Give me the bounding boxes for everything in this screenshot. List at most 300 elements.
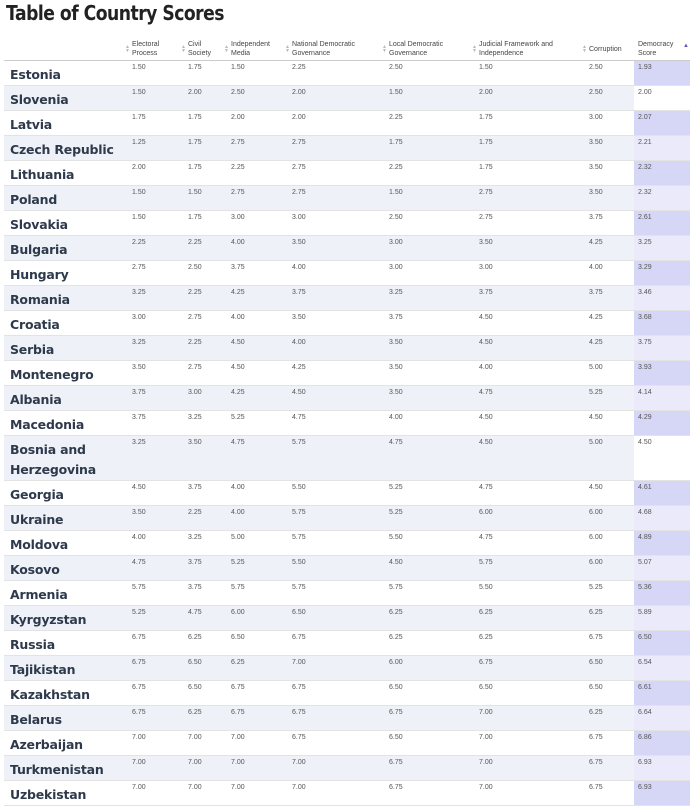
table-row — [4, 436, 690, 481]
score-cell-independent-media: 2.75 — [227, 136, 288, 161]
score-cell-national-democratic-governance: 5.75 — [288, 506, 385, 531]
score-cell-electoral-process: 4.75 — [128, 556, 184, 581]
democracy-score-cell: 3.68 — [634, 311, 690, 336]
header-row — [4, 38, 690, 61]
country-name-cell: Slovenia — [4, 86, 128, 111]
score-cell-national-democratic-governance: 2.00 — [288, 111, 385, 136]
country-name-cell: Romania — [4, 286, 128, 311]
score-cell-electoral-process: 6.75 — [128, 681, 184, 706]
column-header-label: Electoral Process — [132, 41, 160, 57]
table-row — [4, 211, 690, 236]
table-row — [4, 61, 690, 86]
score-cell-local-democratic-governance: 3.75 — [385, 311, 475, 336]
score-cell-national-democratic-governance: 4.25 — [288, 361, 385, 386]
table-row — [4, 136, 690, 161]
sort-icon: ▲ ▼ — [382, 44, 387, 54]
score-cell-electoral-process: 3.75 — [128, 386, 184, 411]
score-cell-judicial-framework-and-independence: 6.50 — [475, 681, 585, 706]
table-row — [4, 411, 690, 436]
score-cell-judicial-framework-and-independence: 4.50 — [475, 436, 585, 481]
score-cell-local-democratic-governance: 1.50 — [385, 186, 475, 211]
score-cell-electoral-process: 4.00 — [128, 531, 184, 556]
democracy-score-cell: 1.93 — [634, 61, 690, 86]
score-cell-national-democratic-governance: 6.50 — [288, 606, 385, 631]
country-name-cell: Moldova — [4, 531, 128, 556]
column-header-corruption[interactable] — [582, 38, 634, 61]
score-cell-national-democratic-governance: 7.00 — [288, 656, 385, 681]
score-cell-national-democratic-governance: 6.75 — [288, 706, 385, 731]
score-cell-civil-society: 3.25 — [184, 411, 227, 436]
score-cell-electoral-process: 1.75 — [128, 111, 184, 136]
score-cell-corruption: 6.75 — [585, 731, 634, 756]
score-cell-local-democratic-governance: 2.25 — [385, 111, 475, 136]
score-cell-civil-society: 7.00 — [184, 756, 227, 781]
page-title: Table of Country Scores — [6, 1, 225, 25]
score-cell-electoral-process: 1.50 — [128, 186, 184, 211]
score-cell-civil-society: 2.50 — [184, 261, 227, 286]
country-name-cell: Lithuania — [4, 161, 128, 186]
score-cell-civil-society: 2.25 — [184, 336, 227, 361]
score-cell-corruption: 6.25 — [585, 606, 634, 631]
score-cell-independent-media: 3.00 — [227, 211, 288, 236]
score-cell-corruption: 6.00 — [585, 531, 634, 556]
score-cell-national-democratic-governance: 2.25 — [288, 61, 385, 86]
country-name-cell: Russia — [4, 631, 128, 656]
democracy-score-cell: 4.61 — [634, 481, 690, 506]
sort-icon: ▲ ▼ — [582, 44, 587, 54]
democracy-score-cell: 4.89 — [634, 531, 690, 556]
score-cell-corruption: 4.25 — [585, 336, 634, 361]
score-cell-judicial-framework-and-independence: 4.50 — [475, 336, 585, 361]
score-cell-national-democratic-governance: 6.75 — [288, 681, 385, 706]
score-cell-local-democratic-governance: 6.75 — [385, 706, 475, 731]
table-row — [4, 186, 690, 211]
country-scores-table — [4, 38, 690, 806]
score-cell-national-democratic-governance: 3.00 — [288, 211, 385, 236]
score-cell-corruption: 3.50 — [585, 186, 634, 211]
table-row — [4, 731, 690, 756]
country-name-cell: Kosovo — [4, 556, 128, 581]
column-header-local-democratic-governance[interactable] — [382, 38, 475, 61]
score-cell-corruption: 2.50 — [585, 86, 634, 111]
column-header-civil-society[interactable] — [181, 38, 227, 61]
score-cell-local-democratic-governance: 3.50 — [385, 386, 475, 411]
country-name-cell: Poland — [4, 186, 128, 211]
country-name-cell: Tajikistan — [4, 656, 128, 681]
column-header-country — [4, 38, 128, 61]
democracy-score-cell: 2.21 — [634, 136, 690, 161]
score-cell-local-democratic-governance: 5.25 — [385, 506, 475, 531]
country-name-cell: Ukraine — [4, 506, 128, 531]
score-cell-judicial-framework-and-independence: 7.00 — [475, 706, 585, 731]
score-cell-national-democratic-governance: 3.75 — [288, 286, 385, 311]
column-header-label: Corruption — [589, 45, 622, 53]
score-cell-civil-society: 6.50 — [184, 656, 227, 681]
table-row — [4, 386, 690, 411]
score-cell-corruption: 6.75 — [585, 781, 634, 806]
democracy-score-cell: 5.89 — [634, 606, 690, 631]
sort-icon: ▲ ▼ — [224, 44, 229, 54]
score-cell-electoral-process: 1.25 — [128, 136, 184, 161]
score-cell-independent-media: 4.75 — [227, 436, 288, 481]
column-header-label: Independent Media — [231, 41, 270, 57]
score-cell-electoral-process: 3.00 — [128, 311, 184, 336]
score-cell-local-democratic-governance: 2.50 — [385, 61, 475, 86]
score-cell-independent-media: 2.75 — [227, 186, 288, 211]
score-cell-electoral-process: 3.25 — [128, 336, 184, 361]
country-name-cell: Azerbaijan — [4, 731, 128, 756]
score-cell-corruption: 3.75 — [585, 211, 634, 236]
score-cell-judicial-framework-and-independence: 6.25 — [475, 631, 585, 656]
score-cell-judicial-framework-and-independence: 7.00 — [475, 756, 585, 781]
score-cell-national-democratic-governance: 3.50 — [288, 236, 385, 261]
score-cell-independent-media: 5.00 — [227, 531, 288, 556]
score-cell-local-democratic-governance: 6.00 — [385, 656, 475, 681]
column-header-label: Democracy Score — [638, 41, 674, 57]
score-cell-independent-media: 7.00 — [227, 756, 288, 781]
score-cell-electoral-process: 3.50 — [128, 361, 184, 386]
table-row — [4, 481, 690, 506]
country-name-cell: Slovakia — [4, 211, 128, 236]
column-header-label: Local Democratic Governance — [389, 41, 444, 57]
column-header-independent-media[interactable] — [224, 38, 288, 61]
country-name-cell: Bosnia and Herzegovina — [4, 436, 128, 481]
score-cell-local-democratic-governance: 1.50 — [385, 86, 475, 111]
democracy-score-cell: 4.29 — [634, 411, 690, 436]
score-cell-judicial-framework-and-independence: 6.00 — [475, 506, 585, 531]
score-cell-national-democratic-governance: 2.00 — [288, 86, 385, 111]
table-row — [4, 556, 690, 581]
score-cell-electoral-process: 3.50 — [128, 506, 184, 531]
democracy-score-cell: 4.50 — [634, 436, 690, 481]
table-row — [4, 581, 690, 606]
column-header-label: National Democratic Governance — [292, 41, 356, 57]
table-row — [4, 361, 690, 386]
democracy-score-cell: 3.75 — [634, 336, 690, 361]
score-cell-corruption: 6.50 — [585, 656, 634, 681]
score-cell-electoral-process: 5.75 — [128, 581, 184, 606]
score-cell-electoral-process: 7.00 — [128, 756, 184, 781]
score-cell-civil-society: 3.75 — [184, 556, 227, 581]
score-cell-electoral-process: 6.75 — [128, 706, 184, 731]
score-cell-judicial-framework-and-independence: 4.75 — [475, 386, 585, 411]
score-cell-national-democratic-governance: 5.75 — [288, 436, 385, 481]
democracy-score-cell: 5.07 — [634, 556, 690, 581]
score-cell-corruption: 4.50 — [585, 481, 634, 506]
score-cell-civil-society: 3.25 — [184, 531, 227, 556]
score-cell-corruption: 4.25 — [585, 236, 634, 261]
column-header-electoral-process[interactable] — [125, 38, 184, 61]
table-row — [4, 111, 690, 136]
table-body — [4, 61, 690, 806]
score-cell-corruption: 3.50 — [585, 136, 634, 161]
score-cell-civil-society: 1.75 — [184, 161, 227, 186]
score-cell-independent-media: 1.50 — [227, 61, 288, 86]
score-cell-electoral-process: 5.25 — [128, 606, 184, 631]
democracy-score-cell: 2.00 — [634, 86, 690, 111]
democracy-score-cell: 6.54 — [634, 656, 690, 681]
score-cell-independent-media: 4.00 — [227, 311, 288, 336]
score-cell-electoral-process: 7.00 — [128, 731, 184, 756]
score-cell-judicial-framework-and-independence: 4.50 — [475, 311, 585, 336]
score-cell-national-democratic-governance: 2.75 — [288, 161, 385, 186]
score-cell-electoral-process: 3.25 — [128, 436, 184, 481]
score-cell-national-democratic-governance: 6.75 — [288, 631, 385, 656]
score-cell-national-democratic-governance: 2.75 — [288, 186, 385, 211]
score-cell-national-democratic-governance: 5.50 — [288, 481, 385, 506]
column-header-judicial-framework-and-independence[interactable] — [472, 38, 585, 61]
score-cell-local-democratic-governance: 6.50 — [385, 731, 475, 756]
score-cell-judicial-framework-and-independence: 7.00 — [475, 731, 585, 756]
country-name-cell: Macedonia — [4, 411, 128, 436]
table-row — [4, 781, 690, 806]
score-cell-civil-society: 7.00 — [184, 781, 227, 806]
score-cell-national-democratic-governance: 7.00 — [288, 781, 385, 806]
score-cell-electoral-process: 6.75 — [128, 656, 184, 681]
score-cell-civil-society: 1.50 — [184, 186, 227, 211]
table-row — [4, 506, 690, 531]
score-cell-civil-society: 2.25 — [184, 286, 227, 311]
score-cell-electoral-process: 2.25 — [128, 236, 184, 261]
democracy-score-cell: 4.14 — [634, 386, 690, 411]
column-header-label: Judicial Framework and Independence — [479, 41, 553, 57]
column-header-label: Civil Society — [188, 41, 211, 57]
country-name-cell: Belarus — [4, 706, 128, 731]
column-header-national-democratic-governance[interactable] — [285, 38, 385, 61]
score-cell-judicial-framework-and-independence: 4.75 — [475, 531, 585, 556]
score-cell-independent-media: 2.25 — [227, 161, 288, 186]
score-cell-national-democratic-governance: 4.00 — [288, 261, 385, 286]
score-cell-local-democratic-governance: 2.50 — [385, 211, 475, 236]
table-row — [4, 656, 690, 681]
table-row — [4, 606, 690, 631]
score-cell-corruption: 3.75 — [585, 286, 634, 311]
score-cell-electoral-process: 1.50 — [128, 61, 184, 86]
score-cell-civil-society: 7.00 — [184, 731, 227, 756]
country-name-cell: Turkmenistan — [4, 756, 128, 781]
table-row — [4, 311, 690, 336]
score-cell-independent-media: 6.25 — [227, 656, 288, 681]
score-cell-local-democratic-governance: 4.00 — [385, 411, 475, 436]
score-cell-judicial-framework-and-independence: 5.50 — [475, 581, 585, 606]
score-cell-independent-media: 4.00 — [227, 481, 288, 506]
score-cell-national-democratic-governance: 6.75 — [288, 731, 385, 756]
country-name-cell: Estonia — [4, 61, 128, 86]
score-cell-judicial-framework-and-independence: 6.75 — [475, 656, 585, 681]
score-cell-independent-media: 5.25 — [227, 411, 288, 436]
score-cell-electoral-process: 2.75 — [128, 261, 184, 286]
score-cell-judicial-framework-and-independence: 4.75 — [475, 481, 585, 506]
democracy-score-cell: 6.93 — [634, 781, 690, 806]
score-cell-judicial-framework-and-independence: 1.75 — [475, 136, 585, 161]
country-name-cell: Bulgaria — [4, 236, 128, 261]
score-cell-civil-society: 4.75 — [184, 606, 227, 631]
score-cell-independent-media: 4.25 — [227, 286, 288, 311]
country-name-cell: Latvia — [4, 111, 128, 136]
score-cell-civil-society: 2.25 — [184, 236, 227, 261]
score-cell-corruption: 4.00 — [585, 261, 634, 286]
score-cell-electoral-process: 4.50 — [128, 481, 184, 506]
score-cell-corruption: 3.50 — [585, 161, 634, 186]
score-cell-independent-media: 6.75 — [227, 706, 288, 731]
democracy-score-cell: 6.61 — [634, 681, 690, 706]
score-cell-electoral-process: 7.00 — [128, 781, 184, 806]
democracy-score-cell: 2.07 — [634, 111, 690, 136]
country-name-cell: Croatia — [4, 311, 128, 336]
score-cell-electoral-process: 1.50 — [128, 86, 184, 111]
score-cell-civil-society: 2.00 — [184, 86, 227, 111]
sort-icon: ▲ ▼ — [472, 44, 477, 54]
score-cell-local-democratic-governance: 2.25 — [385, 161, 475, 186]
score-cell-judicial-framework-and-independence: 6.25 — [475, 606, 585, 631]
score-cell-corruption: 3.00 — [585, 111, 634, 136]
score-cell-national-democratic-governance: 7.00 — [288, 756, 385, 781]
score-cell-corruption: 6.75 — [585, 631, 634, 656]
score-cell-local-democratic-governance: 6.75 — [385, 781, 475, 806]
score-cell-independent-media: 5.25 — [227, 556, 288, 581]
score-cell-national-democratic-governance: 5.75 — [288, 531, 385, 556]
democracy-score-cell: 3.29 — [634, 261, 690, 286]
score-cell-national-democratic-governance: 4.75 — [288, 411, 385, 436]
score-cell-local-democratic-governance: 5.50 — [385, 531, 475, 556]
country-name-cell: Czech Republic — [4, 136, 128, 161]
score-cell-local-democratic-governance: 3.50 — [385, 336, 475, 361]
score-cell-local-democratic-governance: 6.50 — [385, 681, 475, 706]
score-cell-civil-society: 1.75 — [184, 111, 227, 136]
score-cell-independent-media: 6.50 — [227, 631, 288, 656]
country-name-cell: Albania — [4, 386, 128, 411]
score-cell-national-democratic-governance: 3.50 — [288, 311, 385, 336]
score-cell-civil-society: 1.75 — [184, 136, 227, 161]
score-cell-electoral-process: 1.50 — [128, 211, 184, 236]
score-cell-local-democratic-governance: 6.75 — [385, 756, 475, 781]
democracy-score-cell: 6.93 — [634, 756, 690, 781]
score-cell-judicial-framework-and-independence: 3.50 — [475, 236, 585, 261]
score-cell-local-democratic-governance: 3.25 — [385, 286, 475, 311]
democracy-score-cell: 5.36 — [634, 581, 690, 606]
score-cell-corruption: 6.75 — [585, 756, 634, 781]
score-cell-independent-media: 4.50 — [227, 336, 288, 361]
table-row — [4, 706, 690, 731]
table-row — [4, 236, 690, 261]
score-cell-electoral-process: 3.25 — [128, 286, 184, 311]
score-cell-independent-media: 5.75 — [227, 581, 288, 606]
score-cell-judicial-framework-and-independence: 1.75 — [475, 111, 585, 136]
score-cell-national-democratic-governance: 5.50 — [288, 556, 385, 581]
score-cell-civil-society: 3.75 — [184, 481, 227, 506]
score-cell-corruption: 6.25 — [585, 706, 634, 731]
table-row — [4, 86, 690, 111]
table-row — [4, 756, 690, 781]
country-name-cell: Georgia — [4, 481, 128, 506]
democracy-score-cell: 4.68 — [634, 506, 690, 531]
score-cell-national-democratic-governance: 4.00 — [288, 336, 385, 361]
table-row — [4, 531, 690, 556]
score-cell-corruption: 4.25 — [585, 311, 634, 336]
score-cell-independent-media: 4.00 — [227, 236, 288, 261]
sort-icon: ▲ ▼ — [181, 44, 186, 54]
score-cell-corruption: 6.00 — [585, 556, 634, 581]
score-cell-local-democratic-governance: 4.50 — [385, 556, 475, 581]
score-cell-civil-society: 2.75 — [184, 361, 227, 386]
score-cell-local-democratic-governance: 3.00 — [385, 261, 475, 286]
score-cell-civil-society: 2.75 — [184, 311, 227, 336]
score-cell-independent-media: 7.00 — [227, 781, 288, 806]
score-cell-independent-media: 7.00 — [227, 731, 288, 756]
score-cell-judicial-framework-and-independence: 5.75 — [475, 556, 585, 581]
country-name-cell: Serbia — [4, 336, 128, 361]
country-name-cell: Hungary — [4, 261, 128, 286]
score-cell-civil-society: 6.25 — [184, 706, 227, 731]
score-cell-independent-media: 4.50 — [227, 361, 288, 386]
score-cell-corruption: 6.00 — [585, 506, 634, 531]
score-cell-judicial-framework-and-independence: 1.75 — [475, 161, 585, 186]
democracy-score-cell: 6.50 — [634, 631, 690, 656]
score-cell-corruption: 4.50 — [585, 411, 634, 436]
score-cell-independent-media: 4.00 — [227, 506, 288, 531]
score-cell-civil-society: 3.75 — [184, 581, 227, 606]
score-cell-civil-society: 6.25 — [184, 631, 227, 656]
democracy-score-cell: 3.93 — [634, 361, 690, 386]
sort-icon: ▲ ▼ — [285, 44, 290, 54]
score-cell-independent-media: 6.00 — [227, 606, 288, 631]
score-cell-local-democratic-governance: 6.25 — [385, 606, 475, 631]
score-cell-independent-media: 3.75 — [227, 261, 288, 286]
democracy-score-cell: 2.32 — [634, 161, 690, 186]
score-cell-judicial-framework-and-independence: 1.50 — [475, 61, 585, 86]
score-cell-corruption: 5.25 — [585, 386, 634, 411]
table-row — [4, 161, 690, 186]
score-cell-corruption: 5.25 — [585, 581, 634, 606]
country-name-cell: Armenia — [4, 581, 128, 606]
democracy-score-cell: 3.46 — [634, 286, 690, 311]
score-cell-civil-society: 1.75 — [184, 211, 227, 236]
score-cell-judicial-framework-and-independence: 2.00 — [475, 86, 585, 111]
score-cell-civil-society: 1.75 — [184, 61, 227, 86]
score-cell-independent-media: 2.00 — [227, 111, 288, 136]
democracy-score-cell: 6.86 — [634, 731, 690, 756]
score-cell-local-democratic-governance: 5.75 — [385, 581, 475, 606]
score-cell-independent-media: 2.50 — [227, 86, 288, 111]
score-cell-local-democratic-governance: 6.25 — [385, 631, 475, 656]
score-cell-judicial-framework-and-independence: 2.75 — [475, 211, 585, 236]
score-cell-judicial-framework-and-independence: 2.75 — [475, 186, 585, 211]
score-cell-civil-society: 6.50 — [184, 681, 227, 706]
score-cell-local-democratic-governance: 3.00 — [385, 236, 475, 261]
score-cell-judicial-framework-and-independence: 4.00 — [475, 361, 585, 386]
score-cell-electoral-process: 6.75 — [128, 631, 184, 656]
column-header-democracy-score[interactable] — [634, 38, 690, 61]
score-cell-judicial-framework-and-independence: 7.00 — [475, 781, 585, 806]
score-cell-independent-media: 6.75 — [227, 681, 288, 706]
score-cell-judicial-framework-and-independence: 3.00 — [475, 261, 585, 286]
score-cell-local-democratic-governance: 3.50 — [385, 361, 475, 386]
score-cell-local-democratic-governance: 4.75 — [385, 436, 475, 481]
table-row — [4, 681, 690, 706]
table-row — [4, 286, 690, 311]
country-name-cell: Montenegro — [4, 361, 128, 386]
sort-ascending-icon: ▲ — [683, 43, 689, 49]
score-cell-civil-society: 2.25 — [184, 506, 227, 531]
table-row — [4, 261, 690, 286]
table-row — [4, 631, 690, 656]
democracy-score-cell: 6.64 — [634, 706, 690, 731]
score-cell-corruption: 6.50 — [585, 681, 634, 706]
country-name-cell: Uzbekistan — [4, 781, 128, 806]
table-row — [4, 336, 690, 361]
country-name-cell: Kazakhstan — [4, 681, 128, 706]
score-cell-judicial-framework-and-independence: 3.75 — [475, 286, 585, 311]
